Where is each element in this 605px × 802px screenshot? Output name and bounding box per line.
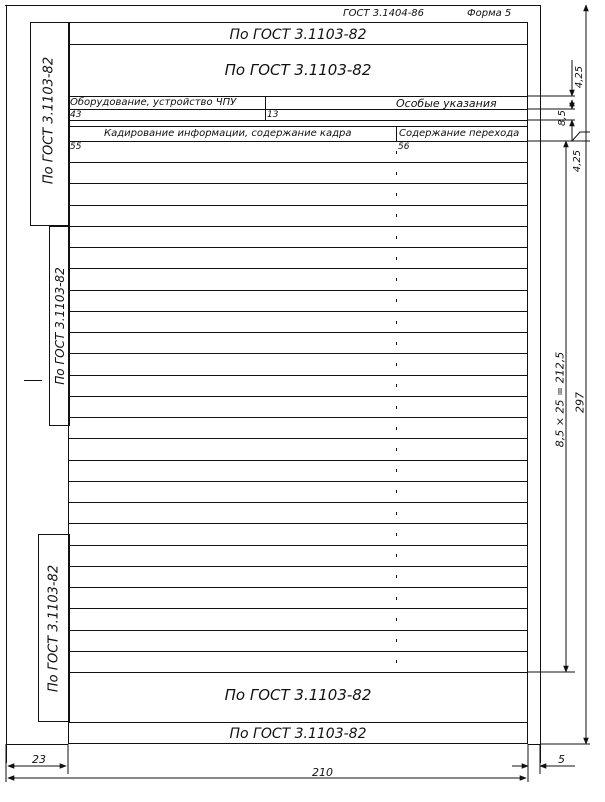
equipment-code: 43 [70,110,82,120]
left-block-bottom-label: По ГОСТ 3.1103-82 [46,564,62,693]
standard-number: ГОСТ 3.1404-86 [343,8,425,19]
dimension-page-height: 297 [573,392,587,413]
transition-code: 56 [398,142,410,152]
dimension-rows-total: 8,5 × 25 = 212,5 [553,351,567,448]
equipment-header: Оборудование, устройство ЧПУ [70,97,237,108]
dimension-top-rows-b: 4,25 [572,149,583,173]
left-block-middle-label: По ГОСТ 3.1103-82 [53,267,67,385]
bottom-wide-block: По ГОСТ 3.1103-82 [224,686,372,704]
top-wide-block: По ГОСТ 3.1103-82 [224,61,372,79]
dimension-right-margin: 5 [558,753,565,766]
transition-header: Содержание перехода [399,128,520,139]
bottom-narrow-block: По ГОСТ 3.1103-82 [229,726,367,742]
form-number: Форма 5 [467,8,512,19]
special-instructions-code: 13 [267,110,279,120]
coding-header: Кадирование информации, содержание кадра [104,128,352,139]
dimension-top-rows-a: 4,25 [574,65,585,89]
special-instructions-header: Особые указания [396,97,497,110]
top-narrow-block: По ГОСТ 3.1103-82 [229,27,367,43]
dimension-row-height: 8,5 [557,110,568,126]
left-block-top-label: По ГОСТ 3.1103-82 [41,56,57,185]
dimension-page-width: 210 [312,766,333,779]
coding-code: 55 [70,142,82,152]
dimension-left-margin: 23 [32,753,46,766]
